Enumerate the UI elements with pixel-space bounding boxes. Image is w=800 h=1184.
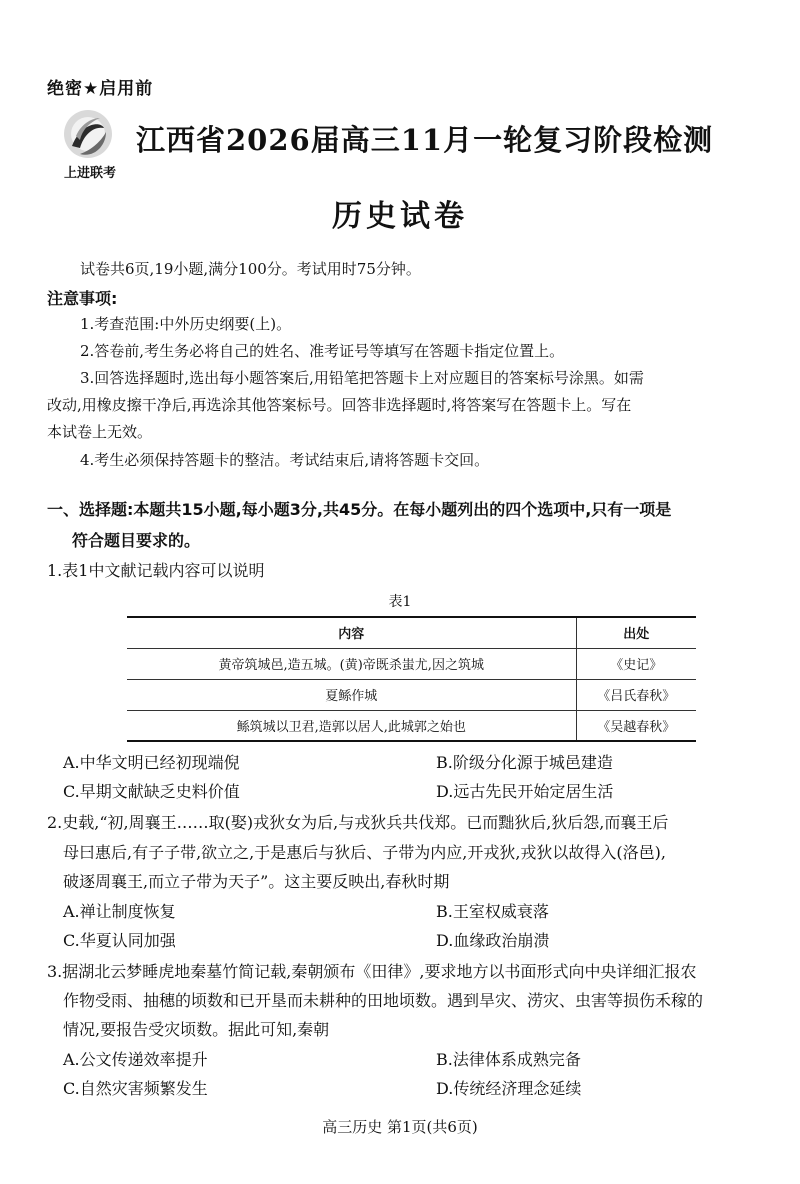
table-cell-source: 《史记》 bbox=[576, 648, 696, 679]
question-3-option-b: B.法律体系成熟完备 bbox=[436, 1050, 581, 1069]
table-row bbox=[127, 679, 696, 710]
exam-logo bbox=[50, 106, 126, 186]
exam-intro: 试卷共6页,19小题,满分100分。考试用时75分钟。 bbox=[80, 260, 421, 278]
note-item: 1.考查范围:中外历史纲要(上)。 bbox=[80, 315, 292, 333]
question-3-stem-continued: 情况,要报告受灾顷数。据此可知,秦朝 bbox=[63, 1020, 330, 1039]
table-cell-content: 夏鲧作城 bbox=[127, 679, 576, 710]
table-cell-source: 《吴越春秋》 bbox=[576, 710, 696, 741]
question-3-stem-continued: 作物受雨、抽穗的顷数和已开垦而未耕种的田地顷数。遇到旱灾、涝灾、虫害等损伤禾稼的 bbox=[63, 991, 704, 1010]
question-2-option-c: C.华夏认同加强 bbox=[63, 931, 176, 950]
note-item-continued: 本试卷上无效。 bbox=[47, 423, 153, 441]
question-1-option-d: D.远古先民开始定居生活 bbox=[436, 782, 614, 801]
section-heading: 一、选择题:本题共15小题,每小题3分,共45分。在每小题列出的四个选项中,只有一项是 bbox=[47, 500, 672, 519]
note-item: 3.回答选择题时,选出每小题答案后,用铅笔把答题卡上对应题目的答案标号涂黑。如需 bbox=[80, 369, 644, 387]
table-cell-source: 《吕氏春秋》 bbox=[576, 679, 696, 710]
confidential-label: 绝密★启用前 bbox=[47, 79, 154, 99]
question-3-stem: 3.据湖北云梦睡虎地秦墓竹简记载,秦朝颁布《田律》,要求地方以书面形式向中央详细汇报农 bbox=[47, 962, 697, 981]
question-3-option-d: D.传统经济理念延续 bbox=[436, 1079, 582, 1098]
note-item: 4.考生必须保持答题卡的整洁。考试结束后,请将答题卡交回。 bbox=[80, 451, 490, 469]
note-item-continued: 改动,用橡皮擦干净后,再选涂其他答案标号。回答非选择题时,将答案写在答题卡上。写在 bbox=[47, 396, 632, 414]
question-2-option-a: A.禅让制度恢复 bbox=[63, 902, 176, 921]
source-table bbox=[127, 616, 696, 742]
table-header-source: 出处 bbox=[576, 617, 696, 648]
question-2-option-d: D.血缘政治崩溃 bbox=[436, 931, 550, 950]
subject-title: 历史试卷 bbox=[332, 199, 468, 234]
question-1-option-b: B.阶级分化源于城邑建造 bbox=[436, 753, 613, 772]
question-1-option-a: A.中华文明已经初现端倪 bbox=[63, 753, 240, 772]
notes-heading: 注意事项: bbox=[47, 289, 118, 308]
question-2-stem-continued: 母曰惠后,有子子带,欲立之,于是惠后与狄后、子带为内应,开戎狄,戎狄以故得入(洛邑), bbox=[63, 843, 667, 862]
page-footer: 高三历史 第1页(共6页) bbox=[322, 1118, 478, 1136]
table-row bbox=[127, 710, 696, 741]
table-header-row bbox=[127, 617, 696, 648]
logo-text: 上进联考 bbox=[63, 166, 116, 181]
table-header-content: 内容 bbox=[127, 617, 576, 648]
question-3-option-a: A.公文传递效率提升 bbox=[63, 1050, 208, 1069]
note-item: 2.答卷前,考生务必将自己的姓名、准考证号等填写在答题卡指定位置上。 bbox=[80, 342, 565, 360]
question-1-option-c: C.早期文献缺乏史料价值 bbox=[63, 782, 240, 801]
table-row bbox=[127, 648, 696, 679]
section-heading-continued: 符合题目要求的。 bbox=[72, 531, 201, 550]
table-cell-content: 黄帝筑城邑,造五城。(黄)帝既杀蚩尤,因之筑城 bbox=[127, 648, 576, 679]
table-caption: 表1 bbox=[388, 594, 412, 610]
question-3-option-c: C.自然灾害频繁发生 bbox=[63, 1079, 208, 1098]
question-2-stem: 2.史载,“初,周襄王……取(娶)戎狄女为后,与戎狄兵共伐郑。已而黜狄后,狄后怨,而襄王后 bbox=[47, 813, 669, 832]
question-1-stem: 1.表1中文献记载内容可以说明 bbox=[47, 561, 265, 580]
question-2-stem-continued: 破逐周襄王,而立子带为天子”。这主要反映出,春秋时期 bbox=[63, 872, 450, 891]
table-cell-content: 鲧筑城以卫君,造郭以居人,此城郭之始也 bbox=[127, 710, 576, 741]
exam-title: 江西省2026届高三11月一轮复习阶段检测 bbox=[136, 123, 714, 157]
question-2-option-b: B.王室权威衰落 bbox=[436, 902, 549, 921]
